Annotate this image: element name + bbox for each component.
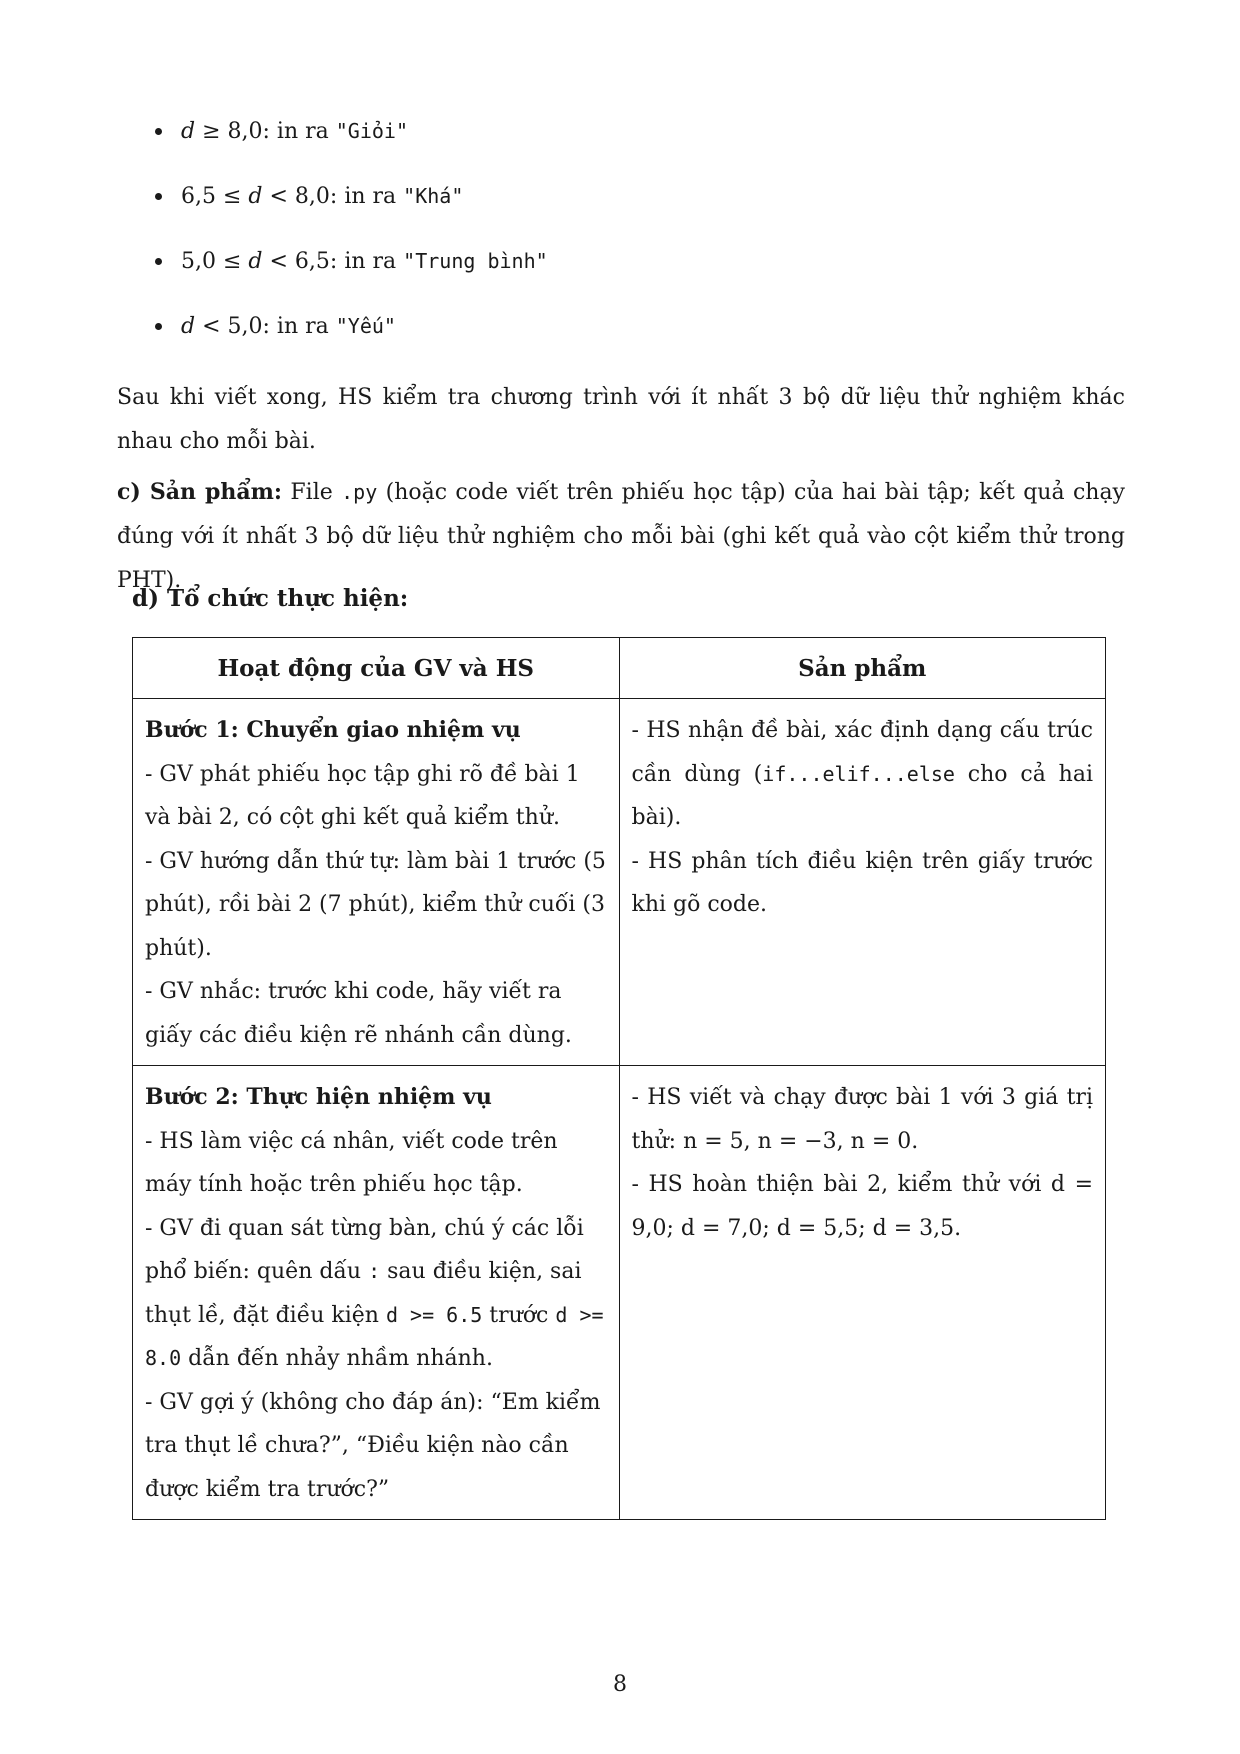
column-header-product: Sản phẩm [619,638,1106,699]
table-row [133,699,1106,1066]
grading-criteria-list [155,116,548,376]
step1-activity-cell: Bước 1: Chuyển giao nhiệm vụ - GV phát phiếu học tập ghi rõ đề bài 1 và bài 2, có cột ghi kết quả kiểm thử. - GV hướng dẫn thứ tự: làm bài 1 trước (5 phút), rồi bài 2 (7 phút), kiểm thử cuối (3 phút). - GV nhắc: trước khi code, hãy viết ra giấy các điều kiện rẽ nhánh cần dùng. [133,699,620,1066]
product-label: c) Sản phẩm: [117,479,283,505]
activity-table [132,637,1106,1520]
page-number: 8 [613,1672,627,1697]
step2-title: Bước 2: Thực hiện nhiệm vụ [145,1084,492,1110]
step2-product-cell: - HS viết và chạy được bài 1 với 3 giá trị thử: n = 5, n = −3, n = 0. - HS hoàn thiện bài 2, kiểm thử với d = 9,0; d = 7,0; d = 5,5; d = 3,5. [619,1066,1106,1520]
product-paragraph: c) Sản phẩm: File .py (hoặc code viết trên phiếu học tập) của hai bài tập; kết quả chạy đúng với ít nhất 3 bộ dữ liệu thử nghiệm cho mỗi bài (ghi kết quả vào cột kiểm thử trong PHT). [117,479,1125,593]
organization-heading: d) Tổ chức thực hiện: [132,585,409,612]
list-item: 6,5 ≤ d < 8,0: in ra "Khá" [155,181,548,246]
step2-activity-cell: Bước 2: Thực hiện nhiệm vụ - HS làm việc cá nhân, viết code trên máy tính hoặc trên phiếu học tập. - GV đi quan sát từng bàn, chú ý các lỗi phổ biến: quên dấu : sau điều kiện, sai thụt lề, đặt điều kiện d >= 6.5 trước d >= 8.0 dẫn đến nhảy nhầm nhánh. - GV gợi ý (không cho đáp án): “Em kiểm tra thụt lề chưa?”, “Điều kiện nào cần được kiểm tra trước?” [133,1066,620,1520]
table-row [133,1066,1106,1520]
table-header-row [133,638,1106,699]
step1-title: Bước 1: Chuyển giao nhiệm vụ [145,717,521,743]
list-item: d ≥ 8,0: in ra "Giỏi" [155,116,548,181]
list-item: 5,0 ≤ d < 6,5: in ra "Trung bình" [155,246,548,311]
list-item: d < 5,0: in ra "Yếu" [155,311,548,376]
column-header-activity: Hoạt động của GV và HS [133,638,620,699]
step1-product-cell: - HS nhận đề bài, xác định dạng cấu trúc cần dùng (if...elif...else cho cả hai bài). - HS phân tích điều kiện trên giấy trước khi gõ code. [619,699,1106,1066]
testing-paragraph: Sau khi viết xong, HS kiểm tra chương trình với ít nhất 3 bộ dữ liệu thử nghiệm khác nhau cho mỗi bài. [117,385,1125,454]
